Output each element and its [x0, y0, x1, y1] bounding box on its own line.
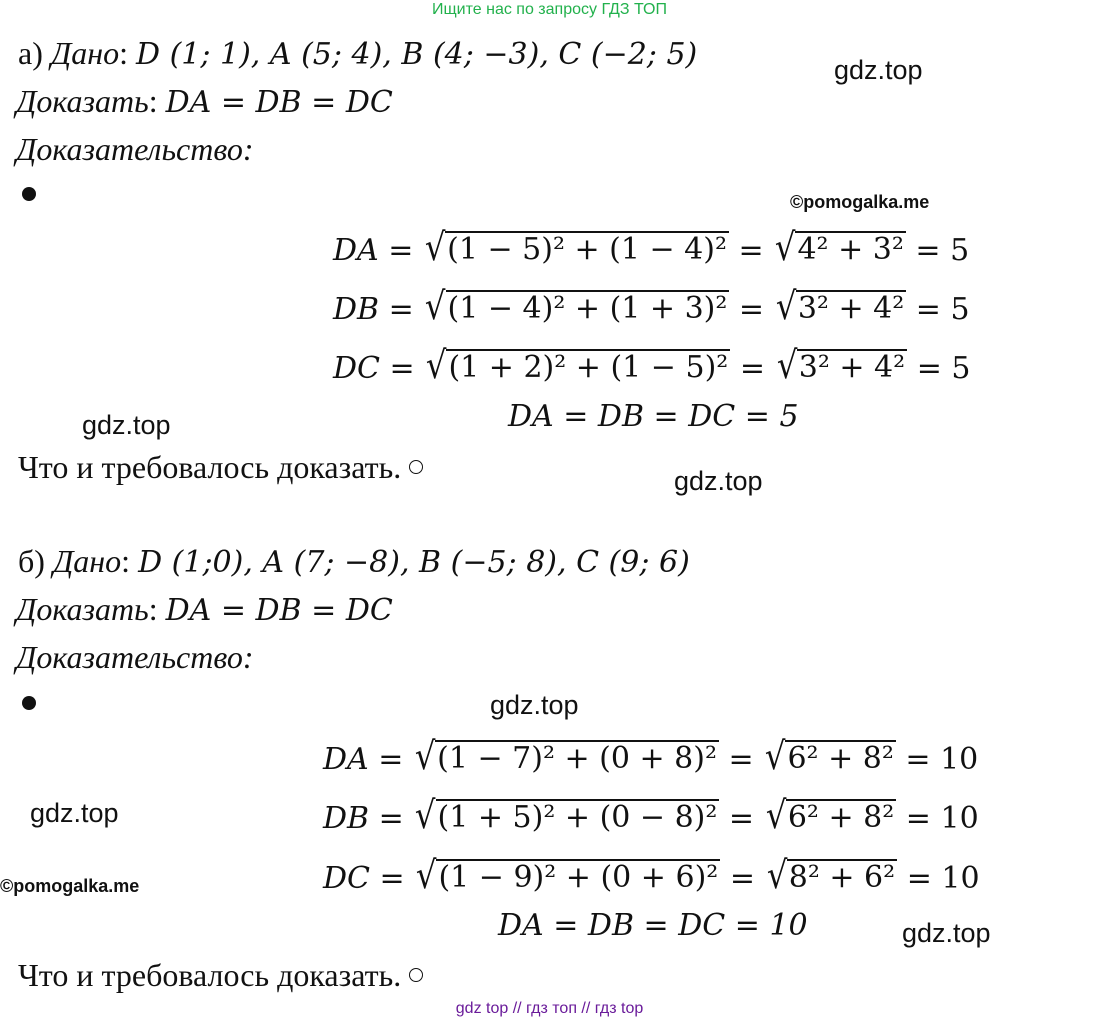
- eq-radicand: (1 − 9)² + (0 + 6)²: [438, 860, 719, 895]
- part-b-proof-heading: Доказательство:: [16, 639, 254, 675]
- eq-radicand: (1 + 2)² + (1 − 5)²: [448, 350, 729, 385]
- part-b-conclusion: [18, 956, 423, 994]
- part-a-prefix: а): [18, 35, 51, 71]
- eq-result: 5: [951, 351, 971, 386]
- sqrt-symbol: √ (1 − 7)² + (0 + 8)²: [414, 734, 717, 778]
- sqrt-symbol: √ 8² + 6²: [766, 853, 896, 897]
- sqrt-symbol: √ (1 + 5)² + (0 − 8)²: [415, 793, 718, 837]
- part-b-eq-db: DB = √ (1 + 5)² + (0 − 8)² = √ 6² + 8² = 10: [323, 793, 979, 837]
- part-b-given-label: Дано: [52, 543, 122, 579]
- part-b-summary: DA = DB = DC = 10: [498, 908, 808, 943]
- qed-circle-icon: [409, 460, 423, 474]
- eq-lhs: DB: [333, 292, 380, 327]
- watermark-copyright: ©pomogalka.me: [790, 192, 930, 212]
- eq-radicand-simplified: 3² + 4²: [797, 291, 905, 326]
- eq-radicand-simplified: 6² + 8²: [787, 800, 895, 835]
- conclusion-text: Что и требовалось доказать.: [18, 449, 402, 485]
- part-a-proof-heading: Доказательство:: [16, 131, 254, 167]
- part-b-prove-statement: DA = DB = DC: [165, 593, 393, 628]
- watermark-gdz: gdz.top: [30, 798, 119, 828]
- eq-result: 5: [950, 292, 970, 327]
- sqrt-symbol: √ 3² + 4²: [776, 343, 906, 387]
- sqrt-symbol: √ (1 + 2)² + (1 − 5)²: [426, 343, 729, 387]
- eq-result: 10: [940, 742, 979, 777]
- eq-radicand-simplified: 6² + 8²: [787, 741, 894, 776]
- part-a-bullet: [22, 187, 36, 201]
- part-a-eq-db: DB = √ (1 − 4)² + (1 + 3)² = √ 3² + 4² = 5: [333, 284, 970, 328]
- part-a-summary: DA = DB = DC = 5: [508, 399, 799, 434]
- watermark-copyright: ©pomogalka.me: [0, 876, 140, 896]
- eq-radicand: (1 − 7)² + (0 + 8)²: [437, 741, 717, 776]
- eq-lhs: DC: [323, 861, 371, 896]
- sqrt-symbol: √ 6² + 8²: [765, 734, 894, 778]
- eq-radicand-simplified: 3² + 4²: [798, 350, 906, 385]
- watermark-gdz: gdz.top: [490, 690, 579, 720]
- eq-lhs: DA: [333, 233, 379, 268]
- top-banner: Ищите нас по запросу ГДЗ ТОП: [432, 1, 667, 18]
- eq-radicand: (1 − 4)² + (1 + 3)²: [447, 291, 728, 326]
- qed-circle-icon: [409, 968, 423, 982]
- eq-radicand-simplified: 8² + 6²: [788, 860, 896, 895]
- eq-result: 10: [941, 861, 980, 896]
- eq-lhs: DC: [333, 351, 381, 386]
- watermark-gdz: gdz.top: [82, 410, 171, 440]
- watermark-gdz: gdz.top: [834, 55, 923, 85]
- watermark-gdz: gdz.top: [902, 918, 991, 948]
- part-a-eq-dc: DC = √ (1 + 2)² + (1 − 5)² = √ 3² + 4² = 5: [333, 343, 971, 387]
- eq-result: 5: [950, 233, 970, 268]
- eq-radicand: (1 + 5)² + (0 − 8)²: [437, 800, 718, 835]
- part-b-bullet: [22, 696, 36, 710]
- sqrt-symbol: √ 4² + 3²: [775, 225, 904, 269]
- eq-radicand-simplified: 4² + 3²: [797, 232, 904, 267]
- part-b-prove-label: Доказать: [16, 591, 149, 627]
- eq-result: 10: [940, 801, 979, 836]
- part-a-given-points: D (1; 1), A (5; 4), B (4; −3), C (−2; 5): [135, 37, 698, 72]
- part-a-eq-da: DA = √ (1 − 5)² + (1 − 4)² = √ 4² + 3² = 5: [333, 225, 970, 269]
- part-b-proof-label: Доказательство: [16, 639, 243, 675]
- part-b-given: б) Дано: D (1;0), A (7; −8), B (−5; 8), C (9; 6): [18, 543, 690, 580]
- part-a-prove: Доказать: DA = DB = DC: [16, 83, 393, 120]
- part-a-prove-label: Доказать: [16, 83, 149, 119]
- eq-radicand: (1 − 5)² + (1 − 4)²: [447, 232, 727, 267]
- sqrt-symbol: √ (1 − 4)² + (1 + 3)²: [425, 284, 728, 328]
- sqrt-symbol: √ (1 − 9)² + (0 + 6)²: [416, 853, 719, 897]
- eq-lhs: DB: [323, 801, 370, 836]
- footer-links[interactable]: gdz top // гдз топ // гдз top: [455, 1000, 644, 1017]
- part-a-proof-label: Доказательство: [16, 131, 243, 167]
- sqrt-symbol: √ 3² + 4²: [775, 284, 905, 328]
- part-a-prove-statement: DA = DB = DC: [165, 85, 393, 120]
- part-a-conclusion: [18, 448, 423, 486]
- part-b-prefix: б): [18, 543, 53, 579]
- sqrt-symbol: √ (1 − 5)² + (1 − 4)²: [424, 225, 727, 269]
- part-b-eq-dc: DC = √ (1 − 9)² + (0 + 6)² = √ 8² + 6² = 10: [323, 853, 980, 897]
- conclusion-text: Что и требовалось доказать.: [18, 957, 402, 993]
- part-b-eq-da: DA = √ (1 − 7)² + (0 + 8)² = √ 6² + 8² = 10: [323, 734, 979, 778]
- eq-lhs: DA: [323, 742, 369, 777]
- sqrt-symbol: √ 6² + 8²: [765, 793, 895, 837]
- part-a-given: а) Дано: D (1; 1), A (5; 4), B (4; −3), C (−2; 5): [18, 35, 698, 72]
- watermark-gdz: gdz.top: [674, 466, 763, 496]
- part-b-prove: Доказать: DA = DB = DC: [16, 591, 393, 628]
- part-a-given-label: Дано: [50, 35, 120, 71]
- part-b-given-points: D (1;0), A (7; −8), B (−5; 8), C (9; 6): [138, 545, 690, 580]
